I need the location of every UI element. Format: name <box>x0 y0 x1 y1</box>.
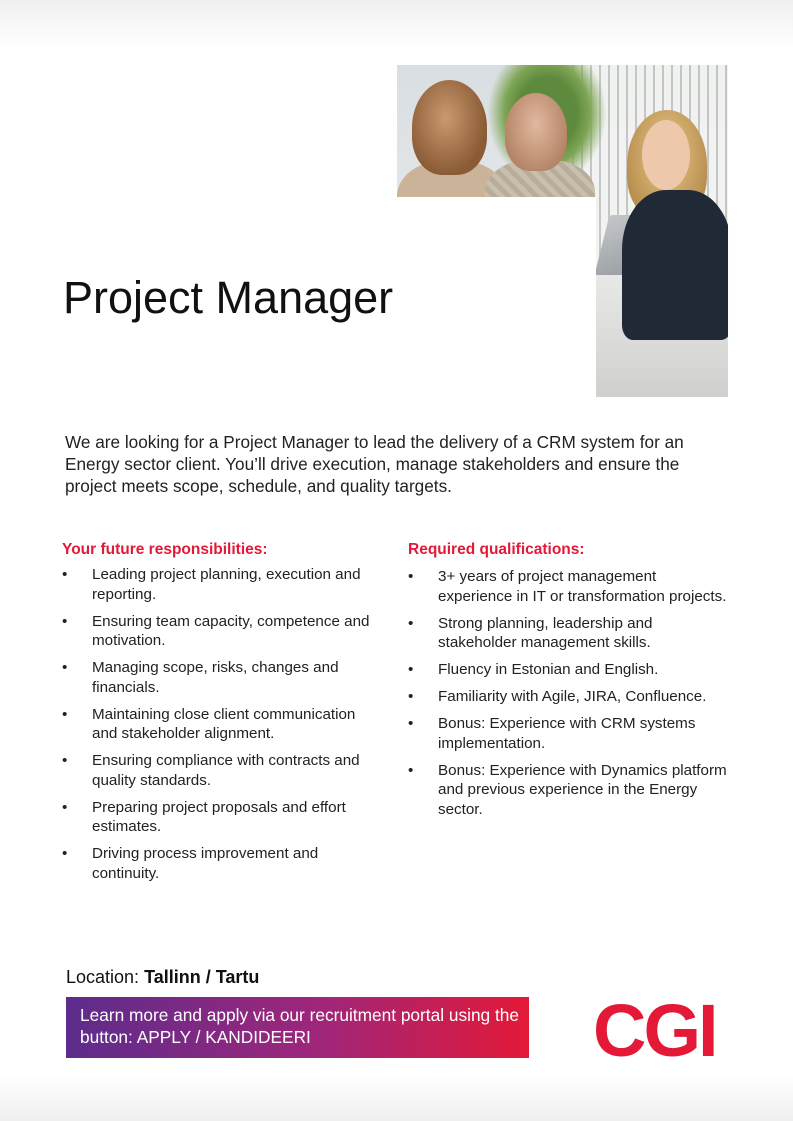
list-item: • Driving process improvement and continuity. <box>62 845 319 882</box>
location-label: Location: <box>66 967 140 987</box>
job-intro: We are looking for a Project Manager to lead the delivery of a CRM system for an Energy sector client. You’ll drive execution, manage stakeholders and ensure the project meets scope, schedule, and quality targets. <box>65 432 684 496</box>
bullet-icon: • <box>62 705 68 723</box>
bullet-icon: • <box>62 612 68 630</box>
list-item: • Familiarity with Agile, JIRA, Confluence. <box>408 688 707 705</box>
list-item: • Bonus: Experience with Dynamics platform and previous experience in the Energy sector. <box>408 761 727 818</box>
location <box>66 967 259 988</box>
bullet-icon: • <box>62 798 68 816</box>
list-item: • Ensuring compliance with contracts and quality standards. <box>62 752 360 789</box>
bullet-icon: • <box>408 661 414 678</box>
job-title: Project Manager <box>63 272 394 323</box>
page-shade-top <box>0 0 793 48</box>
bullet-icon: • <box>408 715 414 732</box>
bullet-icon: • <box>62 659 68 676</box>
list-item: • Managing scope, risks, changes and financials. <box>62 659 339 696</box>
location-value: Tallinn / Tartu <box>144 967 260 987</box>
qualifications-list <box>408 567 728 827</box>
list-item: • 3+ years of project management experience in IT or transformation projects. <box>408 568 727 605</box>
cgi-logo: CGI <box>593 989 716 1072</box>
list-item: • Leading project planning, execution and reporting. <box>62 566 361 603</box>
list-item: • Ensuring team capacity, competence and motivation. <box>62 612 370 649</box>
bullet-icon: • <box>408 568 414 585</box>
bullet-icon: • <box>408 761 414 779</box>
list-item: • Fluency in Estonian and English. <box>408 661 659 678</box>
meeting-photo-top <box>397 65 728 197</box>
list-item: • Maintaining close client communication and stakeholder alignment. <box>62 705 356 742</box>
list-item: • Bonus: Experience with CRM systems implementation. <box>408 715 696 752</box>
responsibilities-heading: Your future responsibilities: <box>62 541 268 558</box>
page-shade-bottom <box>0 1075 793 1121</box>
meeting-photo-right <box>596 197 728 397</box>
qualifications-heading: Required qualifications: <box>408 541 585 558</box>
bullet-icon: • <box>62 752 68 769</box>
bullet-icon: • <box>408 688 414 705</box>
list-item: • Preparing project proposals and effort estimates. <box>62 798 346 835</box>
bullet-icon: • <box>62 566 68 583</box>
bullet-icon: • <box>62 845 68 862</box>
bullet-icon: • <box>408 614 414 632</box>
responsibilities-list <box>62 565 382 891</box>
apply-banner: Learn more and apply via our recruitment portal using the button: APPLY / KANDIDEERI <box>66 997 529 1058</box>
list-item: • Strong planning, leadership and stakeholder management skills. <box>408 614 653 651</box>
